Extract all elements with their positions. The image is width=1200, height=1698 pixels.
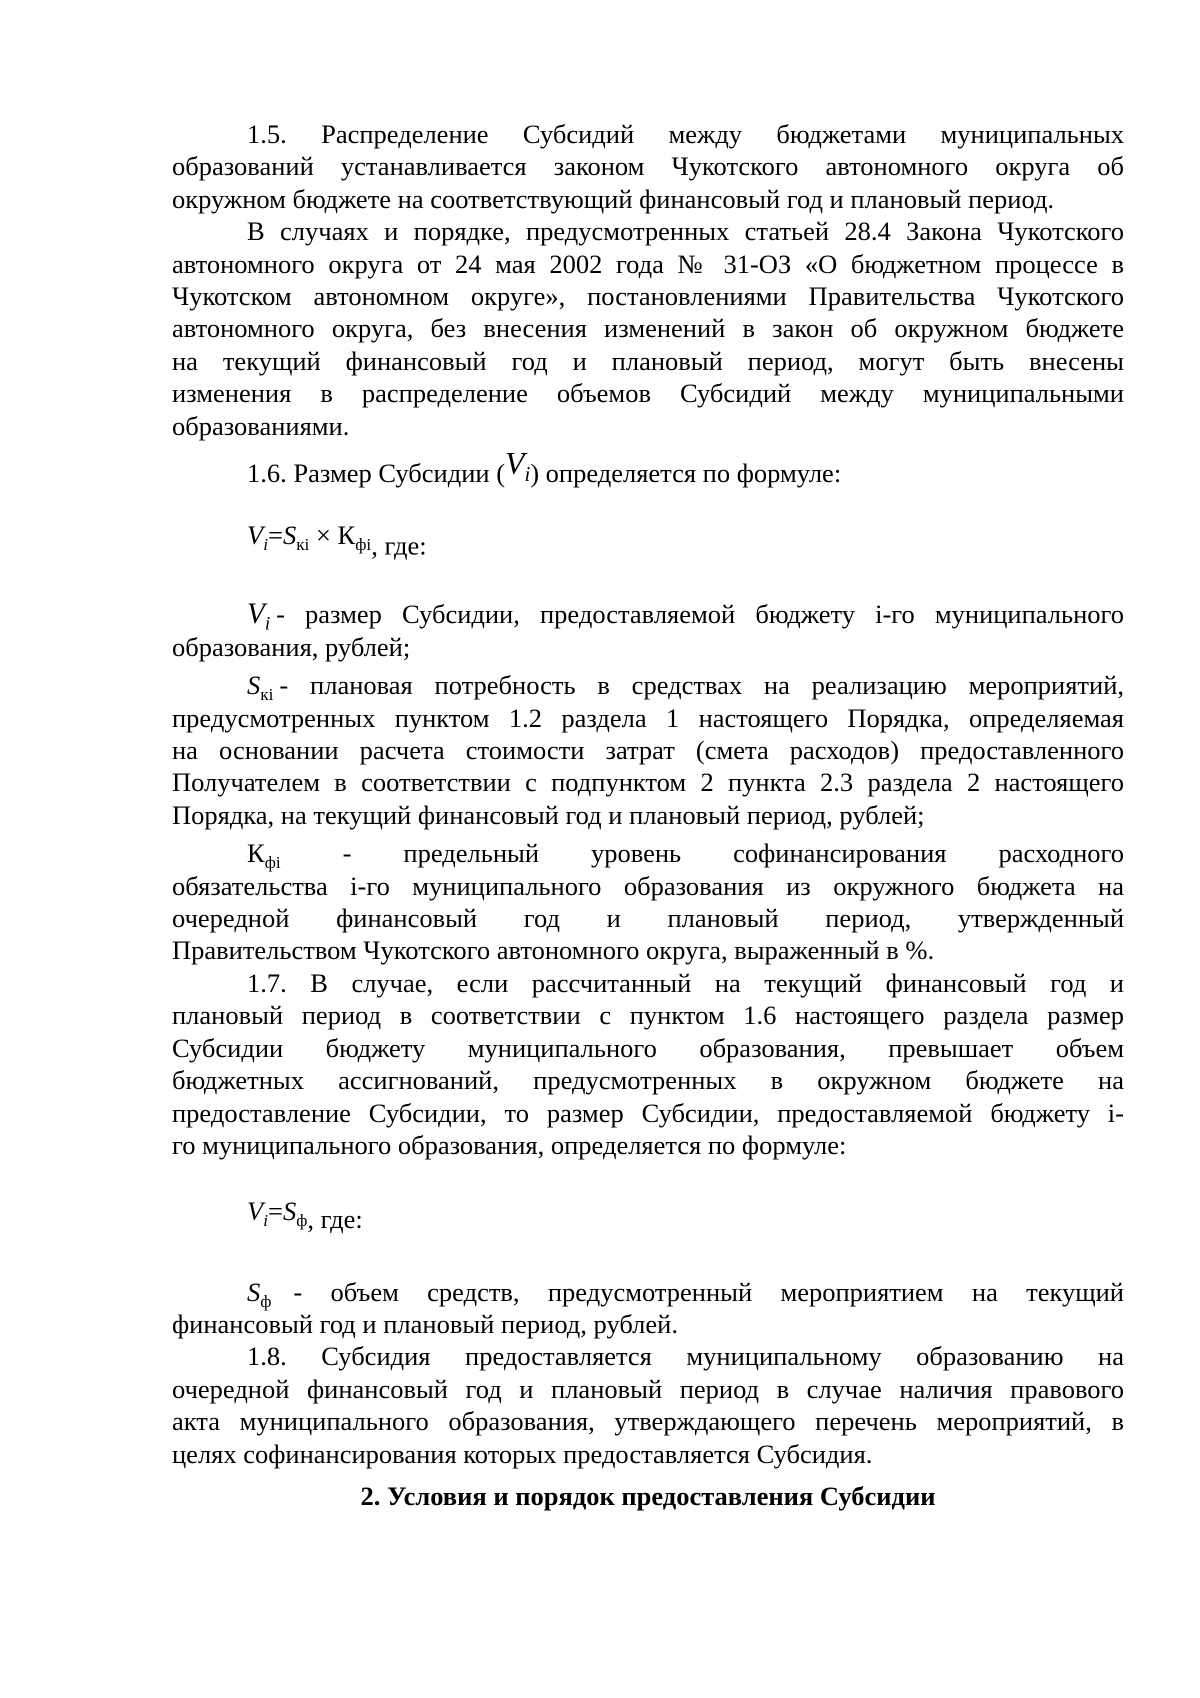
paragraph-1-6 xyxy=(172,448,1124,489)
text-line: образований устанавливается законом Чукотского автономного округа об xyxy=(172,151,1124,182)
symbol-letter: S xyxy=(247,670,261,701)
formula-s xyxy=(282,520,310,555)
formula-lhs xyxy=(247,520,268,555)
text-line: очередной финансовый год и плановый период в случае наличия правового xyxy=(172,1373,1124,1404)
text-line: финансовый год и плановый период, рублей. xyxy=(172,1309,678,1340)
definition-first-line xyxy=(172,598,1124,636)
symbol-subscript: ф xyxy=(296,1211,308,1231)
equals-sign: = xyxy=(267,520,283,551)
definition-first-line xyxy=(172,837,1124,873)
text-span: , где: xyxy=(307,1204,363,1235)
text-line: на текущий финансовый год и плановый период, могут быть внесены xyxy=(172,345,1124,376)
definition-ski xyxy=(172,669,1124,831)
times-sign: × xyxy=(309,520,338,551)
symbol-subscript: i xyxy=(524,464,531,487)
definition-first-line xyxy=(172,669,1124,705)
text-line: 1.8. Субсидия предоставляется муниципальному образованию на xyxy=(247,1341,1124,1372)
text-span: - размер Субсидии, предоставляемой бюджету i-го муниципального xyxy=(276,599,1124,630)
text-span: 1.6. Размер Субсидии ( xyxy=(247,458,506,488)
symbol-letter: V xyxy=(247,1196,264,1227)
text-line: предусмотренных пунктом 1.2 раздела 1 настоящего Порядка, определяемая xyxy=(172,702,1124,733)
symbol-subscript: ф xyxy=(260,1291,272,1311)
equals-sign: = xyxy=(267,1196,283,1227)
symbol-subscript: кi xyxy=(296,535,310,555)
text-line: на основании расчета стоимости затрат (смета расходов) предоставленного xyxy=(172,735,1124,766)
text-line: В случаях и порядке, предусмотренных статьей 28.4 Закона Чукотского xyxy=(247,216,1124,247)
formula-2 xyxy=(172,1195,1124,1235)
text-line: автономного округа, без внесения изменений в закон об окружном бюджете xyxy=(172,313,1124,344)
formula-lhs xyxy=(247,1196,268,1231)
paragraph-1-7 xyxy=(172,967,1124,1161)
text-line: 1.7. В случае, если рассчитанный на текущий финансовый год и xyxy=(247,967,1124,998)
symbol-letter: V xyxy=(505,446,525,482)
formula-1 xyxy=(172,519,1124,562)
symbol-letter: К xyxy=(337,520,356,551)
document-page xyxy=(172,118,1124,1513)
definition-kfi xyxy=(172,837,1124,967)
symbol-letter: S xyxy=(247,1276,261,1307)
definition-vi xyxy=(172,598,1124,663)
text-line: окружном бюджете на соответствующий финансовый год и плановый период. xyxy=(172,183,1055,214)
text-line: обязательства i-го муниципального образования из окружного бюджета на xyxy=(172,870,1124,901)
text-line: образования, рублей; xyxy=(172,631,411,662)
text-line: 1.5. Распределение Субсидий между бюджетами муниципальных xyxy=(247,119,1124,149)
symbol-subscript: фi xyxy=(355,535,372,555)
paragraph-1-5-amendments xyxy=(172,215,1124,442)
text-line: целях софинансирования которых предоставляется Субсидия. xyxy=(172,1438,873,1469)
symbol-subscript: i xyxy=(263,535,268,555)
symbol-subscript: i xyxy=(263,1211,268,1231)
definition-sf xyxy=(172,1276,1124,1341)
text-line: изменения в распределение объемов Субсидий между муниципальными xyxy=(172,378,1124,409)
text-line: акта муниципального образования, утверждающего перечень мероприятий, в xyxy=(172,1406,1124,1437)
text-line: го муниципального образования, определяется по формуле: xyxy=(172,1129,847,1160)
paragraph-1-8 xyxy=(172,1340,1124,1470)
text-line: автономного округа от 24 мая 2002 года № 31-ОЗ «О бюджетном процессе в xyxy=(172,248,1124,279)
text-line: бюджетных ассигнований, предусмотренных в окружном бюджете на xyxy=(172,1065,1124,1096)
symbol-letter: S xyxy=(282,1196,297,1227)
definition-symbol xyxy=(247,598,271,636)
text-line: плановый период в соответствии с пунктом 1.6 настоящего раздела размер xyxy=(172,1000,1124,1031)
text-line: Порядка, на текущий финансовый год и плановый период, рублей; xyxy=(172,799,925,830)
symbol-subscript: i xyxy=(264,614,271,636)
paragraph-1-5 xyxy=(172,118,1124,215)
text-line: Получателем в соответствии с подпунктом 2 пункта 2.3 раздела 2 настоящего xyxy=(172,767,1124,798)
text-line: Субсидии бюджету муниципального образования, превышает объем xyxy=(172,1032,1124,1063)
symbol-subscript: фi xyxy=(264,853,281,873)
text-line: предоставление Субсидии, то размер Субсидии, предоставляемой бюджету i- xyxy=(172,1097,1124,1128)
text-line: очередной финансовый год и плановый период, утвержденный xyxy=(172,903,1124,934)
symbol-subscript: кi xyxy=(260,685,274,705)
text-line: Чукотском автономном округе», постановлениями Правительства Чукотского xyxy=(172,281,1124,312)
formula-k xyxy=(337,520,372,555)
text-span: - объем средств, предусмотренный мероприятием на текущий xyxy=(293,1276,1124,1307)
text-line: Правительством Чукотского автономного округа, выраженный в %. xyxy=(172,935,935,966)
section-heading: 2. Условия и порядок предоставления Субсидии xyxy=(360,1481,936,1512)
formula-symbol xyxy=(505,446,531,487)
symbol-letter: V xyxy=(247,598,265,631)
text-line: образованиями. xyxy=(172,410,350,441)
text-span: ) определяется по формуле: xyxy=(530,458,842,488)
text-span: - предельный уровень софинансирования расходного xyxy=(342,838,1124,869)
definition-symbol xyxy=(247,1276,272,1311)
definition-first-line xyxy=(172,1276,1124,1311)
text-span: , где: xyxy=(371,531,427,561)
definition-symbol xyxy=(247,669,274,705)
formula-s xyxy=(282,1196,308,1231)
symbol-letter: S xyxy=(282,520,297,551)
definition-symbol xyxy=(247,837,281,873)
symbol-letter: К xyxy=(247,838,265,869)
symbol-letter: V xyxy=(247,520,264,551)
text-span: - плановая потребность в средствах на реализацию мероприятий, xyxy=(279,670,1124,701)
